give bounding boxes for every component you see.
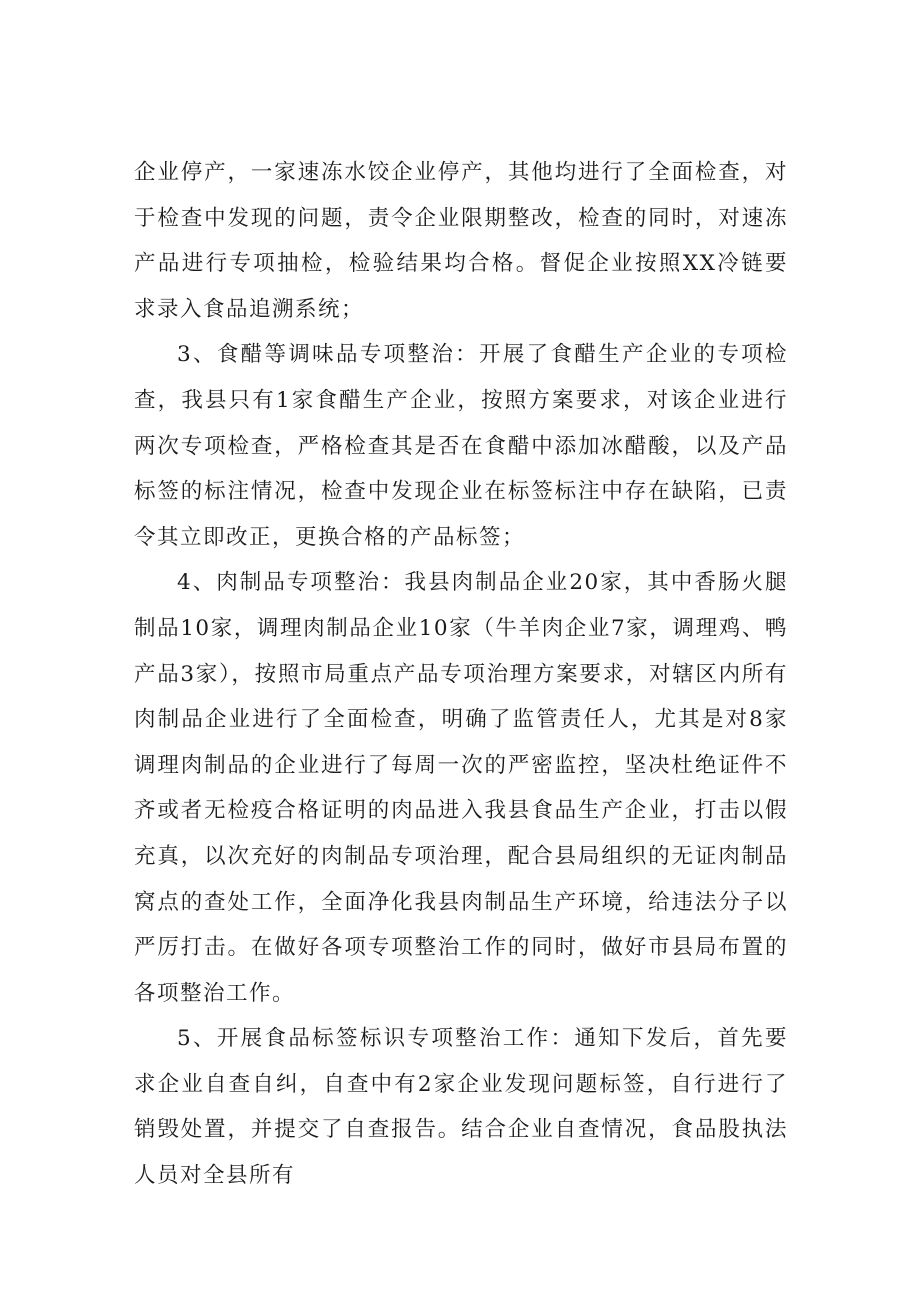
- document-body: [134, 150, 788, 1199]
- paragraph-continuation: 企业停产，一家速冻水饺企业停产，其他均进行了全面检查，对于检查中发现的问题，责令企业限期整改，检查的同时，对速冻产品进行专项抽检，检验结果均合格。督促企业按照XX冷链要求录入食品追溯系统；: [134, 160, 788, 322]
- paragraph-meat-rectification: 4、肉制品专项整治：我县肉制品企业20家，其中香肠火腿制品10家，调理肉制品企业10家（牛羊肉企业7家，调理鸡、鸭产品3家），按照市局重点产品专项治理方案要求，对辖区内所有肉制品企业进行了全面检查，明确了监管责任人，尤其是对8家调理肉制品的企业进行了每周一次的严密监控，坚决杜绝证件不齐或者无检疫合格证明的肉品进入我县食品生产企业，打击以假充真，以次充好的肉制品专项治理，配合县局组织的无证肉制品窝点的查处工作，全面净化我县肉制品生产环境，给违法分子以严厉打击。在做好各项专项整治工作的同时，做好市县局布置的各项整治工作。: [134, 570, 788, 1006]
- paragraph-vinegar-rectification: 3、食醋等调味品专项整治：开展了食醋生产企业的专项检查，我县只有1家食醋生产企业，按照方案要求，对该企业进行两次专项检查，严格检查其是否在食醋中添加冰醋酸，以及产品标签的标注情况，检查中发现企业在标签标注中存在缺陷，已责令其立即改正，更换合格的产品标签；: [134, 342, 788, 550]
- paragraph-label-rectification: 5、开展食品标签标识专项整治工作：通知下发后，首先要求企业自查自纠，自查中有2家企业发现问题标签，自行进行了销毁处置，并提交了自查报告。结合企业自查情况，食品股执法人员对全县所有: [134, 1026, 788, 1189]
